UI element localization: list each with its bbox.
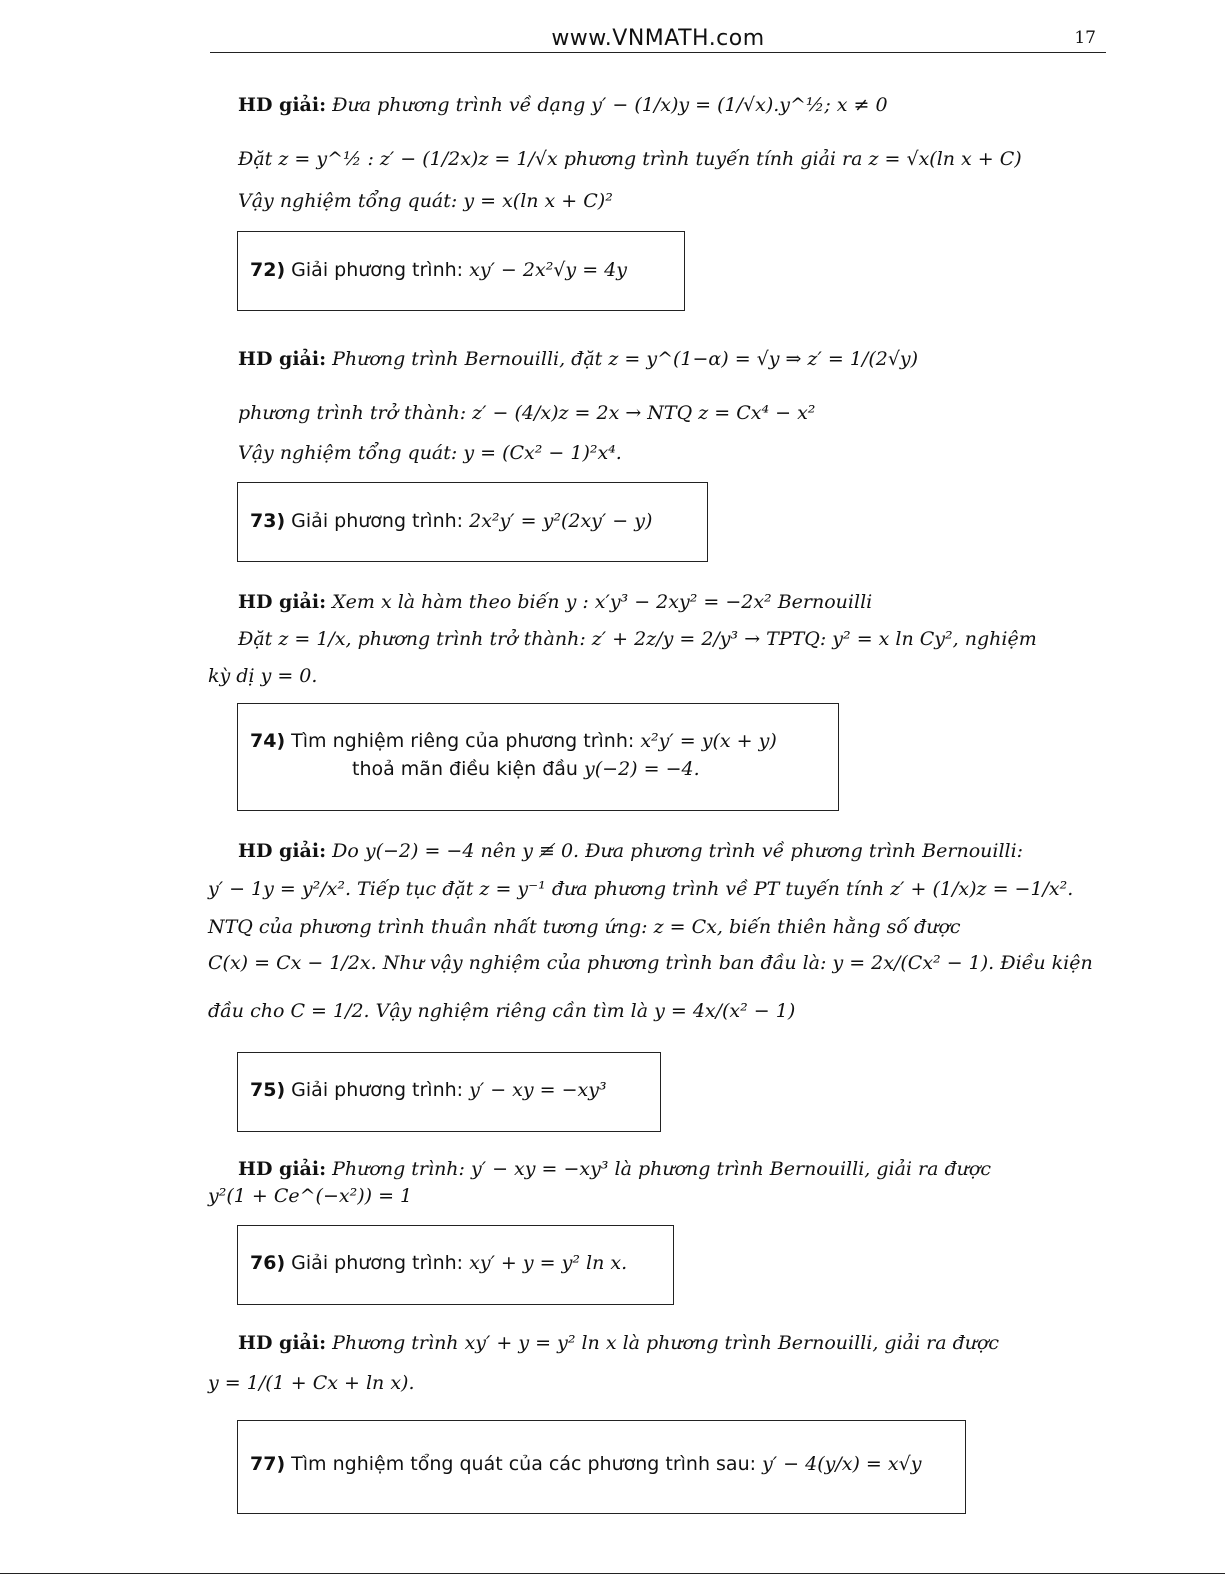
hd-label: HD giải: bbox=[238, 348, 327, 370]
problem-text: Tìm nghiệm riêng của phương trình: bbox=[291, 730, 635, 752]
hd-label: HD giải: bbox=[238, 591, 327, 613]
problem-76-statement bbox=[250, 1252, 627, 1274]
hd71-line-3: Vậy nghiệm tổng quát: y = x(ln x + C)² bbox=[238, 190, 613, 212]
problem-number: 75) bbox=[250, 1079, 286, 1101]
problem-text: Tìm nghiệm tổng quát của các phương trình sau: bbox=[291, 1453, 757, 1475]
hd74-line-4: C(x) = Cx − 1/2x. Như vậy nghiệm của phương trình ban đầu là: y = 2x/(Cx² − 1). Điều kiện bbox=[208, 952, 1093, 974]
hd76-line-1 bbox=[238, 1332, 999, 1354]
problem-number: 77) bbox=[250, 1453, 286, 1475]
problem-condition-text: thoả mãn điều kiện đầu bbox=[352, 758, 578, 780]
page-header bbox=[210, 26, 1106, 53]
problem-73-statement bbox=[250, 510, 652, 532]
problem-number: 76) bbox=[250, 1252, 286, 1274]
hd74-text-1: Do y(−2) = −4 nên y ≢ 0. Đưa phương trình về phương trình Bernouilli: bbox=[332, 840, 1024, 862]
problem-77-statement bbox=[250, 1453, 921, 1475]
problem-72-box bbox=[237, 231, 685, 311]
problem-equation: xy′ − 2x²√y = 4y bbox=[469, 259, 627, 281]
bottom-rule bbox=[0, 1573, 1225, 1574]
problem-condition-equation: y(−2) = −4. bbox=[584, 758, 700, 780]
problem-text: Giải phương trình: bbox=[291, 259, 464, 281]
problem-number: 74) bbox=[250, 730, 286, 752]
hd74-line-2: y′ − 1y = y²/x². Tiếp tục đặt z = y⁻¹ đưa phương trình về PT tuyến tính z′ + (1/x)z = −1/x². bbox=[208, 878, 1074, 900]
problem-equation: xy′ + y = y² ln x. bbox=[469, 1252, 628, 1274]
problem-77-box bbox=[237, 1420, 966, 1514]
problem-73-box bbox=[237, 482, 708, 562]
page-number: 17 bbox=[1074, 28, 1096, 48]
problem-76-box bbox=[237, 1225, 674, 1305]
hd76-text-1: Phương trình xy′ + y = y² ln x là phương trình Bernouilli, giải ra được bbox=[332, 1332, 1000, 1354]
problem-number: 73) bbox=[250, 510, 286, 532]
problem-equation: y′ − xy = −xy³ bbox=[469, 1079, 607, 1101]
hd73-line-2: Đặt z = 1/x, phương trình trở thành: z′ + 2z/y = 2/y³ → TPTQ: y² = x ln Cy², nghiệm bbox=[238, 628, 1037, 650]
hd-label: HD giải: bbox=[238, 1332, 327, 1354]
hd72-line-2: phương trình trở thành: z′ − (4/x)z = 2x → NTQ z = Cx⁴ − x² bbox=[238, 402, 816, 424]
problem-text: Giải phương trình: bbox=[291, 510, 464, 532]
hd72-line-3: Vậy nghiệm tổng quát: y = (Cx² − 1)²x⁴. bbox=[238, 442, 622, 464]
problem-equation: 2x²y′ = y²(2xy′ − y) bbox=[469, 510, 653, 532]
problem-74-statement bbox=[250, 730, 777, 752]
hd72-line-1 bbox=[238, 348, 918, 370]
hd73-line-3: kỳ dị y = 0. bbox=[208, 665, 318, 687]
problem-74-box bbox=[237, 703, 839, 811]
hd-label: HD giải: bbox=[238, 840, 327, 862]
hd74-line-5: đầu cho C = 1/2. Vậy nghiệm riêng cần tìm là y = 4x/(x² − 1) bbox=[208, 1000, 796, 1022]
problem-75-box bbox=[237, 1052, 661, 1132]
hd74-line-1 bbox=[238, 840, 1023, 862]
hd73-line-1 bbox=[238, 591, 872, 613]
hd71-line-1 bbox=[238, 94, 888, 116]
hd72-text-1: Phương trình Bernouilli, đặt z = y^(1−α) = √y ⇒ z′ = 1/(2√y) bbox=[332, 348, 919, 370]
hd71-line-2: Đặt z = y^½ : z′ − (1/2x)z = 1/√x phương trình tuyến tính giải ra z = √x(ln x + C) bbox=[238, 148, 1022, 170]
hd73-text-1: Xem x là hàm theo biến y : x′y³ − 2xy² = −2x² Bernouilli bbox=[332, 591, 873, 613]
hd75-line-1 bbox=[238, 1158, 991, 1180]
problem-74-condition bbox=[352, 758, 700, 780]
hd76-line-2: y = 1/(1 + Cx + ln x). bbox=[208, 1372, 415, 1394]
problem-75-statement bbox=[250, 1079, 607, 1101]
hd74-line-3: NTQ của phương trình thuần nhất tương ứng: z = Cx, biến thiên hằng số được bbox=[208, 916, 961, 938]
hd-label: HD giải: bbox=[238, 1158, 327, 1180]
problem-equation: y′ − 4(y/x) = x√y bbox=[762, 1453, 922, 1475]
problem-text: Giải phương trình: bbox=[291, 1252, 464, 1274]
hd75-line-2: y²(1 + Ce^(−x²)) = 1 bbox=[208, 1185, 413, 1207]
hd-label: HD giải: bbox=[238, 94, 327, 116]
problem-number: 72) bbox=[250, 259, 286, 281]
problem-equation: x²y′ = y(x + y) bbox=[640, 730, 777, 752]
hd75-text-1: Phương trình: y′ − xy = −xy³ là phương trình Bernouilli, giải ra được bbox=[332, 1158, 991, 1180]
site-name: www.VNMATH.com bbox=[551, 26, 765, 51]
hd71-text-1: Đưa phương trình về dạng y′ − (1/x)y = (1/√x).y^½; x ≠ 0 bbox=[332, 94, 888, 116]
problem-72-statement bbox=[250, 259, 627, 281]
problem-text: Giải phương trình: bbox=[291, 1079, 464, 1101]
